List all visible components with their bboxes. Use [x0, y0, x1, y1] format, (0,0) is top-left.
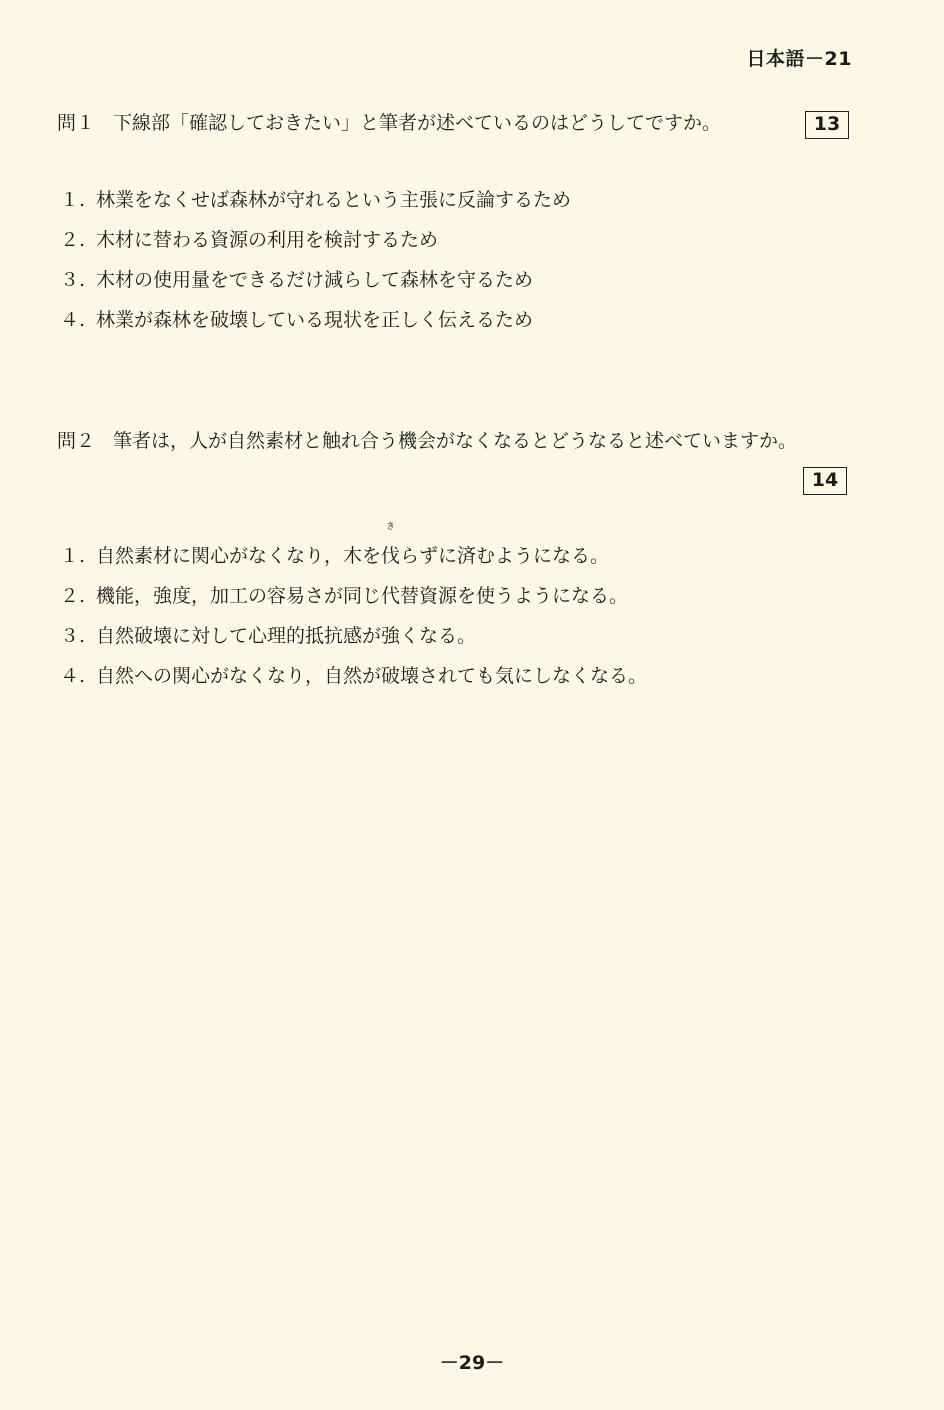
option-text: 自然への関心がなくなり，自然が破壊されても気にしなくなる。 — [96, 665, 648, 687]
question-2-text: 筆者は，人が自然素材と触れ合う機会がなくなるとどうなると述べていますか。 — [113, 430, 798, 452]
option-number: ２. — [60, 585, 86, 607]
question-1-text: 下線部「確認しておきたい」と筆者が述べているのはどうしてですか。 — [113, 112, 722, 134]
option-text: 木材に替わる資源の利用を検討するため — [96, 229, 439, 251]
option-text: 林業をなくせば森林が守れるという主張に反論するため — [96, 189, 572, 211]
option-2-3[interactable] — [60, 616, 647, 656]
question-2-options — [60, 522, 648, 696]
option-number: １. — [60, 189, 86, 211]
option-1-4[interactable] — [60, 300, 571, 340]
question-2-number: 問２ — [57, 430, 96, 452]
option-2-2[interactable] — [60, 576, 647, 616]
option-2-4[interactable] — [60, 656, 647, 696]
option-1-1[interactable] — [60, 180, 571, 220]
option-text: 林業が森林を破壊している現状を正しく伝えるため — [96, 309, 534, 331]
option-number: ３. — [60, 625, 86, 647]
question-1-options — [60, 180, 571, 340]
option-text: 木材の使用量をできるだけ減らして森林を守るため — [96, 269, 534, 291]
option-1-2[interactable] — [60, 220, 571, 260]
option-number: １. — [60, 545, 86, 567]
option-1-3[interactable] — [60, 260, 571, 300]
option-text: 自然破壊に対して心理的抵抗感が強くなる。 — [96, 625, 477, 647]
ruby-reading: き — [386, 522, 396, 532]
ruby-base: 伐 — [381, 545, 401, 567]
page-number: －29－ — [439, 1352, 505, 1374]
option-2-1[interactable] — [60, 522, 647, 576]
question-2 — [57, 426, 797, 453]
option-text-after: らずに済むようになる。 — [400, 545, 610, 567]
question-1 — [57, 108, 721, 135]
option-number: ４. — [60, 665, 86, 687]
option-text-before: 自然素材に関心がなくなり，木を — [96, 545, 382, 567]
option-number: ３. — [60, 269, 86, 291]
option-text: 機能，強度，加工の容易さが同じ代替資源を使うようになる。 — [96, 585, 629, 607]
option-number: ４. — [60, 309, 86, 331]
ruby-character — [381, 522, 401, 576]
answer-box-14[interactable]: 14 — [803, 467, 847, 495]
option-number: ２. — [60, 229, 86, 251]
question-1-number: 問１ — [57, 112, 96, 134]
answer-box-13[interactable]: 13 — [805, 111, 849, 139]
page-header: 日本語－21 — [746, 48, 852, 70]
